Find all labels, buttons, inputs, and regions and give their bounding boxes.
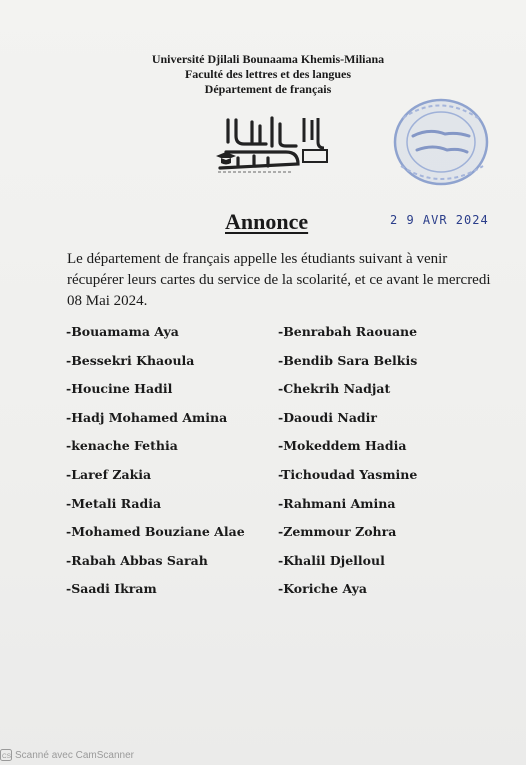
student-name: -Tichoudad Yasmine: [278, 466, 418, 482]
student-name: -Khalil Djelloul: [278, 552, 385, 568]
university-name: Université Djilali Bounaama Khemis-Miliana: [151, 52, 385, 66]
student-name: -Koriche Aya: [278, 581, 368, 597]
student-name: -Zemmour Zohra: [278, 524, 397, 540]
student-name: -Saadi Ikram: [66, 581, 157, 597]
received-date-stamp: 2 9 AVR 2024: [390, 212, 489, 228]
student-name: -Hadj Mohamed Amina: [66, 409, 228, 425]
university-logo-icon: [208, 112, 333, 176]
scanner-watermark-text: Scanné avec CamScanner: [15, 749, 134, 761]
student-list-left: [66, 323, 245, 609]
student-name: -Chekrih Nadjat: [278, 381, 391, 397]
svg-text:CS: CS: [2, 752, 12, 760]
scanner-watermark: [0, 748, 134, 762]
student-name: -Laref Zakia: [66, 466, 152, 482]
faculty-name: Faculté des lettres et des langues: [184, 67, 352, 81]
student-name: -Bessekri Khaoula: [66, 352, 195, 368]
student-name: -Bendib Sara Belkis: [278, 352, 418, 368]
student-name: -Bouamama Aya: [66, 324, 179, 339]
letterhead: [138, 52, 398, 97]
student-name: -kenache Fethia: [66, 438, 178, 454]
official-seal-stamp-icon: [385, 92, 497, 192]
student-name: -Benrabah Raouane: [278, 324, 418, 339]
student-name: -Metali Radia: [66, 495, 162, 511]
student-name: -Rahmani Amina: [278, 495, 396, 511]
student-name: -Houcine Hadil: [66, 381, 173, 397]
student-name: -Mohamed Bouziane Alae: [66, 524, 245, 540]
announcement-title: Annonce: [225, 209, 309, 234]
student-list-right: [278, 323, 417, 609]
student-name: -Daoudi Nadir: [278, 409, 377, 425]
student-name: -Rabah Abbas Sarah: [66, 552, 208, 568]
student-name: -Mokeddem Hadia: [278, 438, 407, 454]
camscanner-icon: [0, 749, 12, 761]
announcement-body: Le département de français appelle les étudiants suivant à venir récupérer leurs cartes du service de la scolarité, et ce avant le mercredi 08 Mai 2024.: [67, 251, 491, 309]
department-name: Département de français: [204, 82, 332, 96]
